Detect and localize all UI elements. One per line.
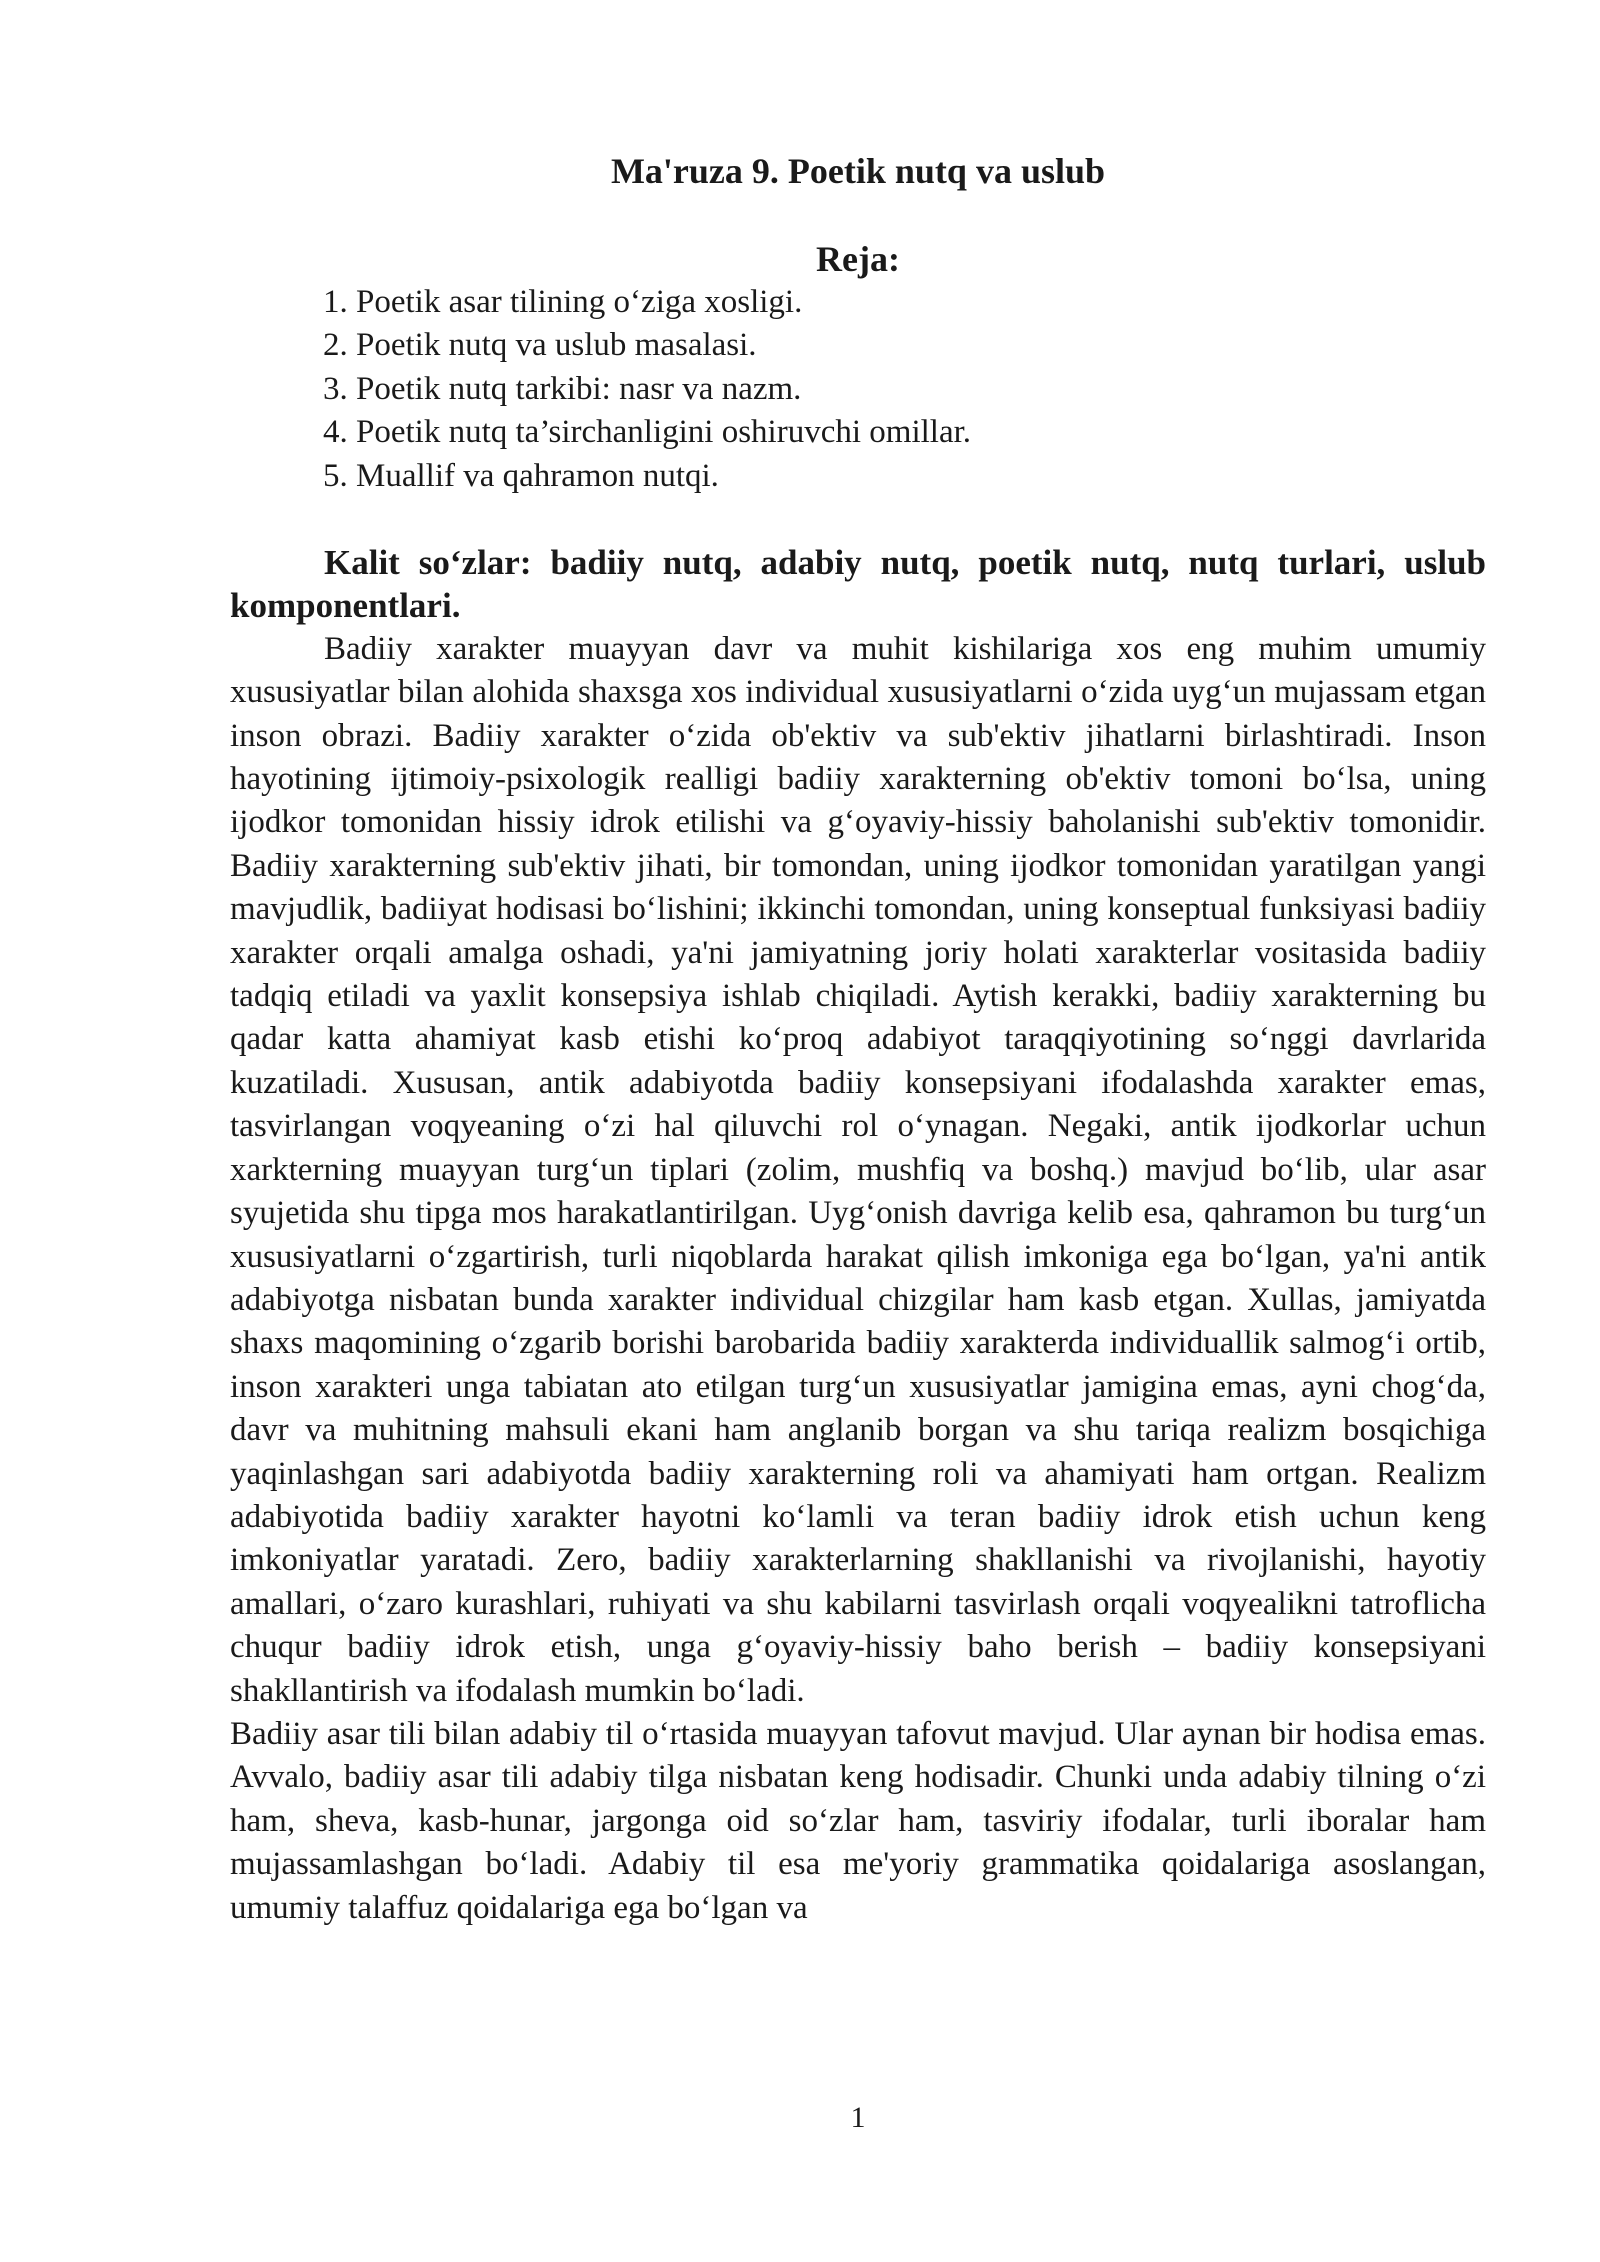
keywords-paragraph: Kalit so‘zlar: badiiy nutq, adabiy nutq, poetik nutq, nutq turlari, uslub komponentlari.	[230, 543, 1486, 626]
plan-item: 3. Poetik nutq tarkibi: nasr va nazm.	[323, 370, 802, 407]
body-paragraph: Badiiy xarakter muayyan davr va muhit kishilariga xos eng muhim umumiy xususiyatlar bilan alohida shaxsga xos individual xususiyatlarni o‘zida uyg‘un mujassam etgan inson obrazi. Badiiy xarakter o‘zida ob'ektiv va sub'ektiv jihatlarni birlashtiradi. Inson hayotining ijtimoiy-psixologik realligi badiiy xarakterning ob'ektiv tomoni bo‘lsa, uning ijodkor tomonidan hissiy idrok etilishi va g‘oyaviy-hissiy baholanishi sub'ektiv tomonidir. Badiiy xarakterning sub'ektiv jihati, bir tomondan, uning ijodkor tomonidan yaratilgan yangi mavjudlik, badiiyat hodisasi bo‘lishini; ikkinchi tomondan, uning konseptual funksiyasi badiiy xarakter orqali amalga oshadi, ya'ni jamiyatning joriy holati xarakterlar vositasida badiiy tadqiq etiladi va yaxlit konsepsiya ishlab chiqiladi. Aytish kerakki, badiiy xarakterning bu qadar katta ahamiyat kasb etishi ko‘proq adabiyot taraqqiyotining so‘nggi davrlarida kuzatiladi. Xususan, antik adabiyotda badiiy konsepsiyani ifodalashda xarakter emas, tasvirlangan voqyeaning o‘zi hal qiluvchi rol o‘ynagan. Negaki, antik ijodkorlar uchun xarkterning muayyan turg‘un tiplari (zolim, mushfiq va boshq.) mavjud bo‘lib, ular asar syujetida shu tipga mos harakatlantirilgan. Uyg‘onish davriga kelib esa, qahramon bu turg‘un xususiyatlarni o‘zgartirish, turli niqoblarda harakat qilish imkoniga ega bo‘lgan, ya'ni antik adabiyotga nisbatan bunda xarakter individual chizgilar ham kasb etgan. Xullas, jamiyatda shaxs maqomining o‘zgarib borishi barobarida badiiy xarakterda individuallik salmog‘i ortib, inson xarakteri unga tabiatan ato etilgan turg‘un xususiyatlar jamigina emas, ayni chog‘da, davr va muhitning mahsuli ekani ham anglanib borgan va shu tariqa realizm bosqichiga yaqinlashgan sari adabiyotda badiiy xarakterning roli va ahamiyati ham ortgan. Realizm adabiyotida badiiy xarakter hayotni ko‘lamli va teran badiiy idrok etish uchun keng imkoniyatlar yaratadi. Zero, badiiy xarakterlarning shakllanishi va rivojlanishi, hayotiy amallari, o‘zaro kurashlari, ruhiyati va shu kabilarni tasvirlash orqali voqyealikni tatroflicha chuqur badiiy idrok etish, unga g‘oyaviy-hissiy baho berish – badiiy konsepsiyani shakllantirish va ifodalash mumkin bo‘ladi.	[230, 630, 1486, 1709]
plan-list	[323, 281, 971, 498]
plan-heading: Reja:	[816, 239, 900, 279]
body-paragraph: Badiiy asar tili bilan adabiy til o‘rtasida muayyan tafovut mavjud. Ular aynan bir hodisa emas. Avvalo, badiiy asar tili adabiy tilga nisbatan keng hodisadir. Chunki unda adabiy tilning o‘zi ham, sheva, kasb-hunar, jargonga oid so‘zlar ham, tasviriy ifodalar, turli iboralar ham mujassamlashgan bo‘ladi. Adabiy til esa me'yoriy grammatika qoidalariga asoslangan, umumiy talaffuz qoidalariga ega bo‘lgan va	[230, 1715, 1486, 1926]
page-number: 1	[850, 2101, 866, 2134]
plan-item: 4. Poetik nutq ta’sirchanligini oshiruvchi omillar.	[323, 414, 972, 451]
body-text	[230, 541, 1486, 1930]
page-title: Ma'ruza 9. Poetik nutq va uslub	[610, 151, 1106, 191]
plan-item: 1. Poetik asar tilining o‘ziga xosligi.	[323, 284, 803, 320]
plan-item: 2. Poetik nutq va uslub masalasi.	[323, 327, 757, 364]
plan-item: 5. Muallif va qahramon nutqi.	[323, 457, 719, 494]
